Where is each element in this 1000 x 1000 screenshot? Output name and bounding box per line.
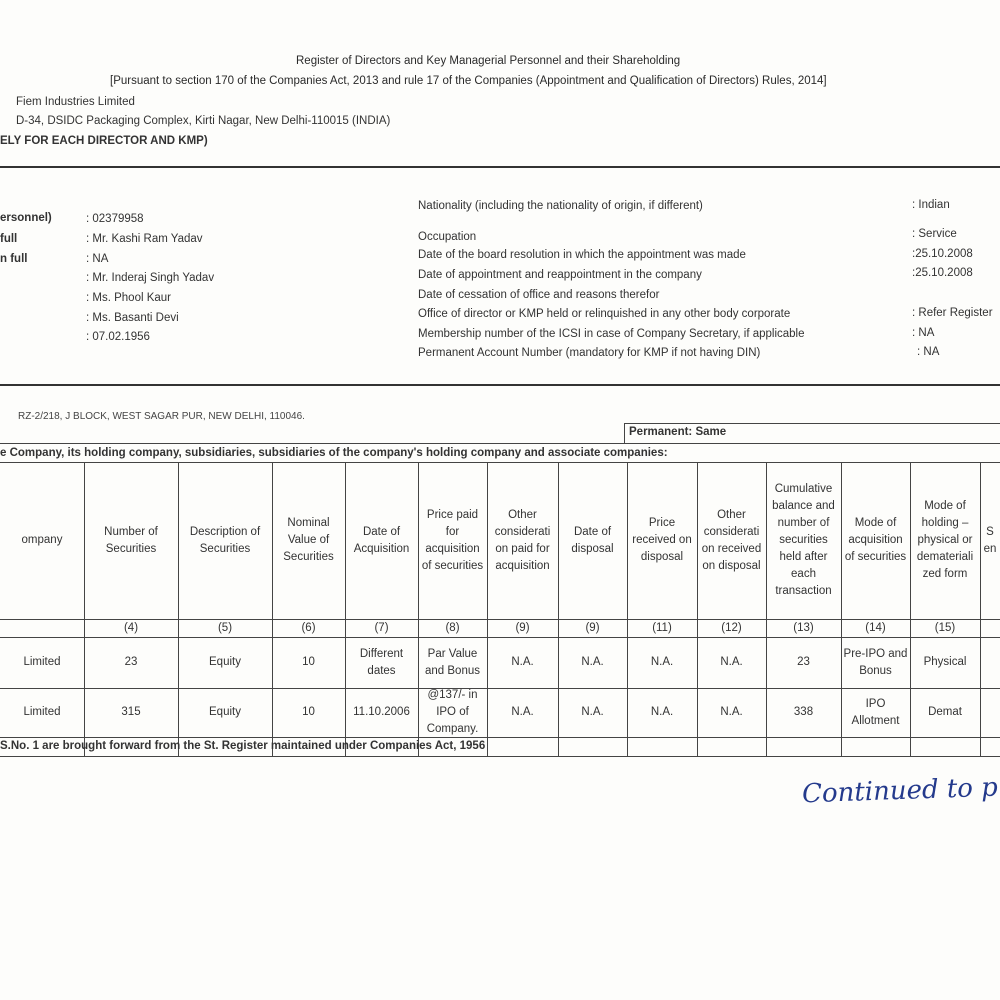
- value-dob: : 07.02.1956: [86, 331, 150, 343]
- value-other-office: : Refer Register: [912, 307, 993, 319]
- table-cell: Different dates: [359, 647, 404, 677]
- table-hline: [0, 756, 1000, 757]
- table-vline: [980, 462, 981, 756]
- value-name: : Mr. Kashi Ram Yadav: [86, 233, 203, 245]
- table-vline: [841, 462, 842, 756]
- table-column-number: (9): [515, 621, 530, 634]
- value-nationality: : Indian: [912, 199, 950, 211]
- label-appointment-date: Date of appointment and reappointment in the company: [418, 269, 702, 281]
- table-cell: N.A.: [720, 706, 743, 718]
- table-vline: [766, 462, 767, 756]
- table-column-number: (12): [721, 621, 742, 634]
- value-board-resolution: :25.10.2008: [912, 248, 973, 260]
- table-column-number: [982, 619, 998, 637]
- table-cell: 315: [121, 706, 141, 718]
- caption-top-line: [0, 443, 1000, 444]
- table-caption: e Company, its holding company, subsidiaries, subsidiaries of the company's holding company and associate companies:: [0, 447, 668, 459]
- label-pan: Permanent Account Number (mandatory for KMP if not having DIN): [418, 347, 761, 359]
- table-cell: Limited: [23, 706, 61, 718]
- table-cell: Equity: [209, 656, 241, 668]
- table-cell: 10: [302, 706, 315, 718]
- table-cell: N.A.: [720, 656, 743, 668]
- table-column-number: (7): [374, 621, 389, 634]
- table-header-cell: Mode of holding – physical or demateriali zed form: [916, 500, 974, 580]
- table-header-cell: Mode of acquisition of securities: [844, 517, 907, 563]
- table-cell: Physical: [923, 656, 967, 668]
- table-cell: 23: [797, 656, 810, 668]
- permanent-box-top: [624, 423, 1000, 424]
- value-pan: : NA: [917, 346, 940, 358]
- table-header-cell: Other considerati on paid for acquisition: [494, 508, 551, 572]
- table-cell: N.A.: [650, 656, 674, 668]
- table-cell: 10: [302, 656, 315, 668]
- table-column-number: (11): [652, 621, 672, 634]
- label-former-name: n full: [0, 253, 28, 265]
- table-vline: [418, 462, 419, 756]
- table-cell: N.A.: [511, 656, 534, 668]
- table-vline: [697, 462, 698, 756]
- handwritten-note: Continued to p: [801, 772, 999, 810]
- value-spouse-name: : Ms. Basanti Devi: [86, 312, 179, 324]
- table-hline: [0, 462, 1000, 463]
- label-other-office: Office of director or KMP held or relinquished in any other body corporate: [418, 308, 791, 320]
- table-cell: IPO Allotment: [851, 697, 900, 727]
- table-cell: N.A.: [581, 706, 604, 718]
- top-rule: [0, 166, 1000, 168]
- label-name: full: [0, 233, 18, 245]
- table-vline: [178, 462, 179, 756]
- value-father-name: : Mr. Inderaj Singh Yadav: [86, 272, 215, 284]
- table-column-number: (5): [217, 621, 233, 634]
- table-header-cell: Date of disposal: [571, 525, 614, 555]
- page-title: Register of Directors and Key Managerial Personnel and their Shareholding: [296, 55, 681, 67]
- value-mother-name: : Ms. Phool Kaur: [86, 292, 172, 304]
- table-header-cell: Number of Securities: [104, 525, 158, 555]
- table-cell: Pre-IPO and Bonus: [843, 647, 908, 677]
- table-cell: [982, 637, 998, 688]
- value-occupation: : Service: [912, 228, 957, 240]
- table-vline: [84, 462, 85, 756]
- table-cell: N.A.: [581, 656, 604, 668]
- label-din: ersonnel): [0, 212, 52, 224]
- table-column-number: (15): [934, 621, 956, 634]
- table-header-cell: Description of Securities: [189, 525, 261, 555]
- section-note: ELY FOR EACH DIRECTOR AND KMP): [0, 135, 208, 147]
- value-din: : 02379958: [86, 213, 144, 225]
- permanent-address: Permanent: Same: [629, 426, 727, 438]
- table-header-cell: Price received on disposal: [632, 517, 692, 563]
- table-header-cell: Other considerati on received on disposal: [701, 508, 762, 572]
- label-board-resolution: Date of the board resolution in which the appointment was made: [418, 249, 746, 261]
- label-nationality: Nationality (including the nationality of origin, if different): [418, 200, 703, 212]
- table-cell: 338: [793, 706, 814, 718]
- permanent-box-left: [624, 423, 625, 443]
- table-cell: 11.10.2006: [353, 706, 410, 718]
- table-vline: [627, 462, 628, 756]
- table-cell: Par Value and Bonus: [425, 647, 480, 677]
- table-column-number: (6): [301, 621, 316, 634]
- table-header-cell: Cumulative balance and number of securities held after each transaction: [772, 483, 835, 597]
- table-cell: N.A.: [650, 706, 674, 718]
- value-icsi: : NA: [912, 327, 935, 339]
- table-cell: Demat: [928, 706, 962, 718]
- table-header-cell: S en: [983, 525, 997, 555]
- table-column-number: (4): [123, 621, 139, 634]
- table-cell: Limited: [23, 656, 61, 668]
- table-column-number: [2, 619, 82, 637]
- table-footnote: S.No. 1 are brought forward from the St. Register maintained under Companies Act, 1956: [0, 740, 486, 752]
- table-header-cell: Nominal Value of Securities: [283, 517, 334, 563]
- table-vline: [272, 462, 273, 756]
- table-vline: [487, 462, 488, 756]
- table-column-number: (13): [793, 621, 814, 634]
- value-former-name: : NA: [86, 253, 109, 265]
- table-header-cell: Price paid for acquisition of securities: [421, 508, 484, 572]
- table-cell: N.A.: [511, 706, 534, 718]
- table-column-number: (8): [445, 621, 460, 634]
- company-name: Fiem Industries Limited: [16, 96, 135, 108]
- table-cell: [982, 688, 998, 737]
- table-cell: @137/- in IPO of Company.: [426, 689, 479, 735]
- label-cessation: Date of cessation of office and reasons therefor: [418, 289, 660, 301]
- table-vline: [345, 462, 346, 756]
- company-address: D-34, DSIDC Packaging Complex, Kirti Nagar, New Delhi-110015 (INDIA): [16, 115, 391, 127]
- table-header-cell: Date of Acquisition: [353, 525, 410, 555]
- table-cell: Equity: [209, 706, 241, 718]
- label-icsi: Membership number of the ICSI in case of Company Secretary, if applicable: [418, 328, 805, 340]
- table-vline: [558, 462, 559, 756]
- value-appointment-date: :25.10.2008: [912, 267, 973, 279]
- table-vline: [910, 462, 911, 756]
- table-header-cell: ompany: [21, 534, 63, 546]
- table-column-number: (9): [585, 621, 600, 634]
- table-column-number: (14): [865, 621, 886, 634]
- page-subtitle: [Pursuant to section 170 of the Companies Act, 2013 and rule 17 of the Companies (Appointment and Qualification of Directors) Rules, 2014]: [110, 75, 827, 87]
- table-cell: 23: [124, 656, 138, 668]
- present-address: RZ-2/218, J BLOCK, WEST SAGAR PUR, NEW DELHI, 110046.: [18, 411, 305, 422]
- label-occupation: Occupation: [418, 231, 477, 243]
- middle-rule: [0, 384, 1000, 386]
